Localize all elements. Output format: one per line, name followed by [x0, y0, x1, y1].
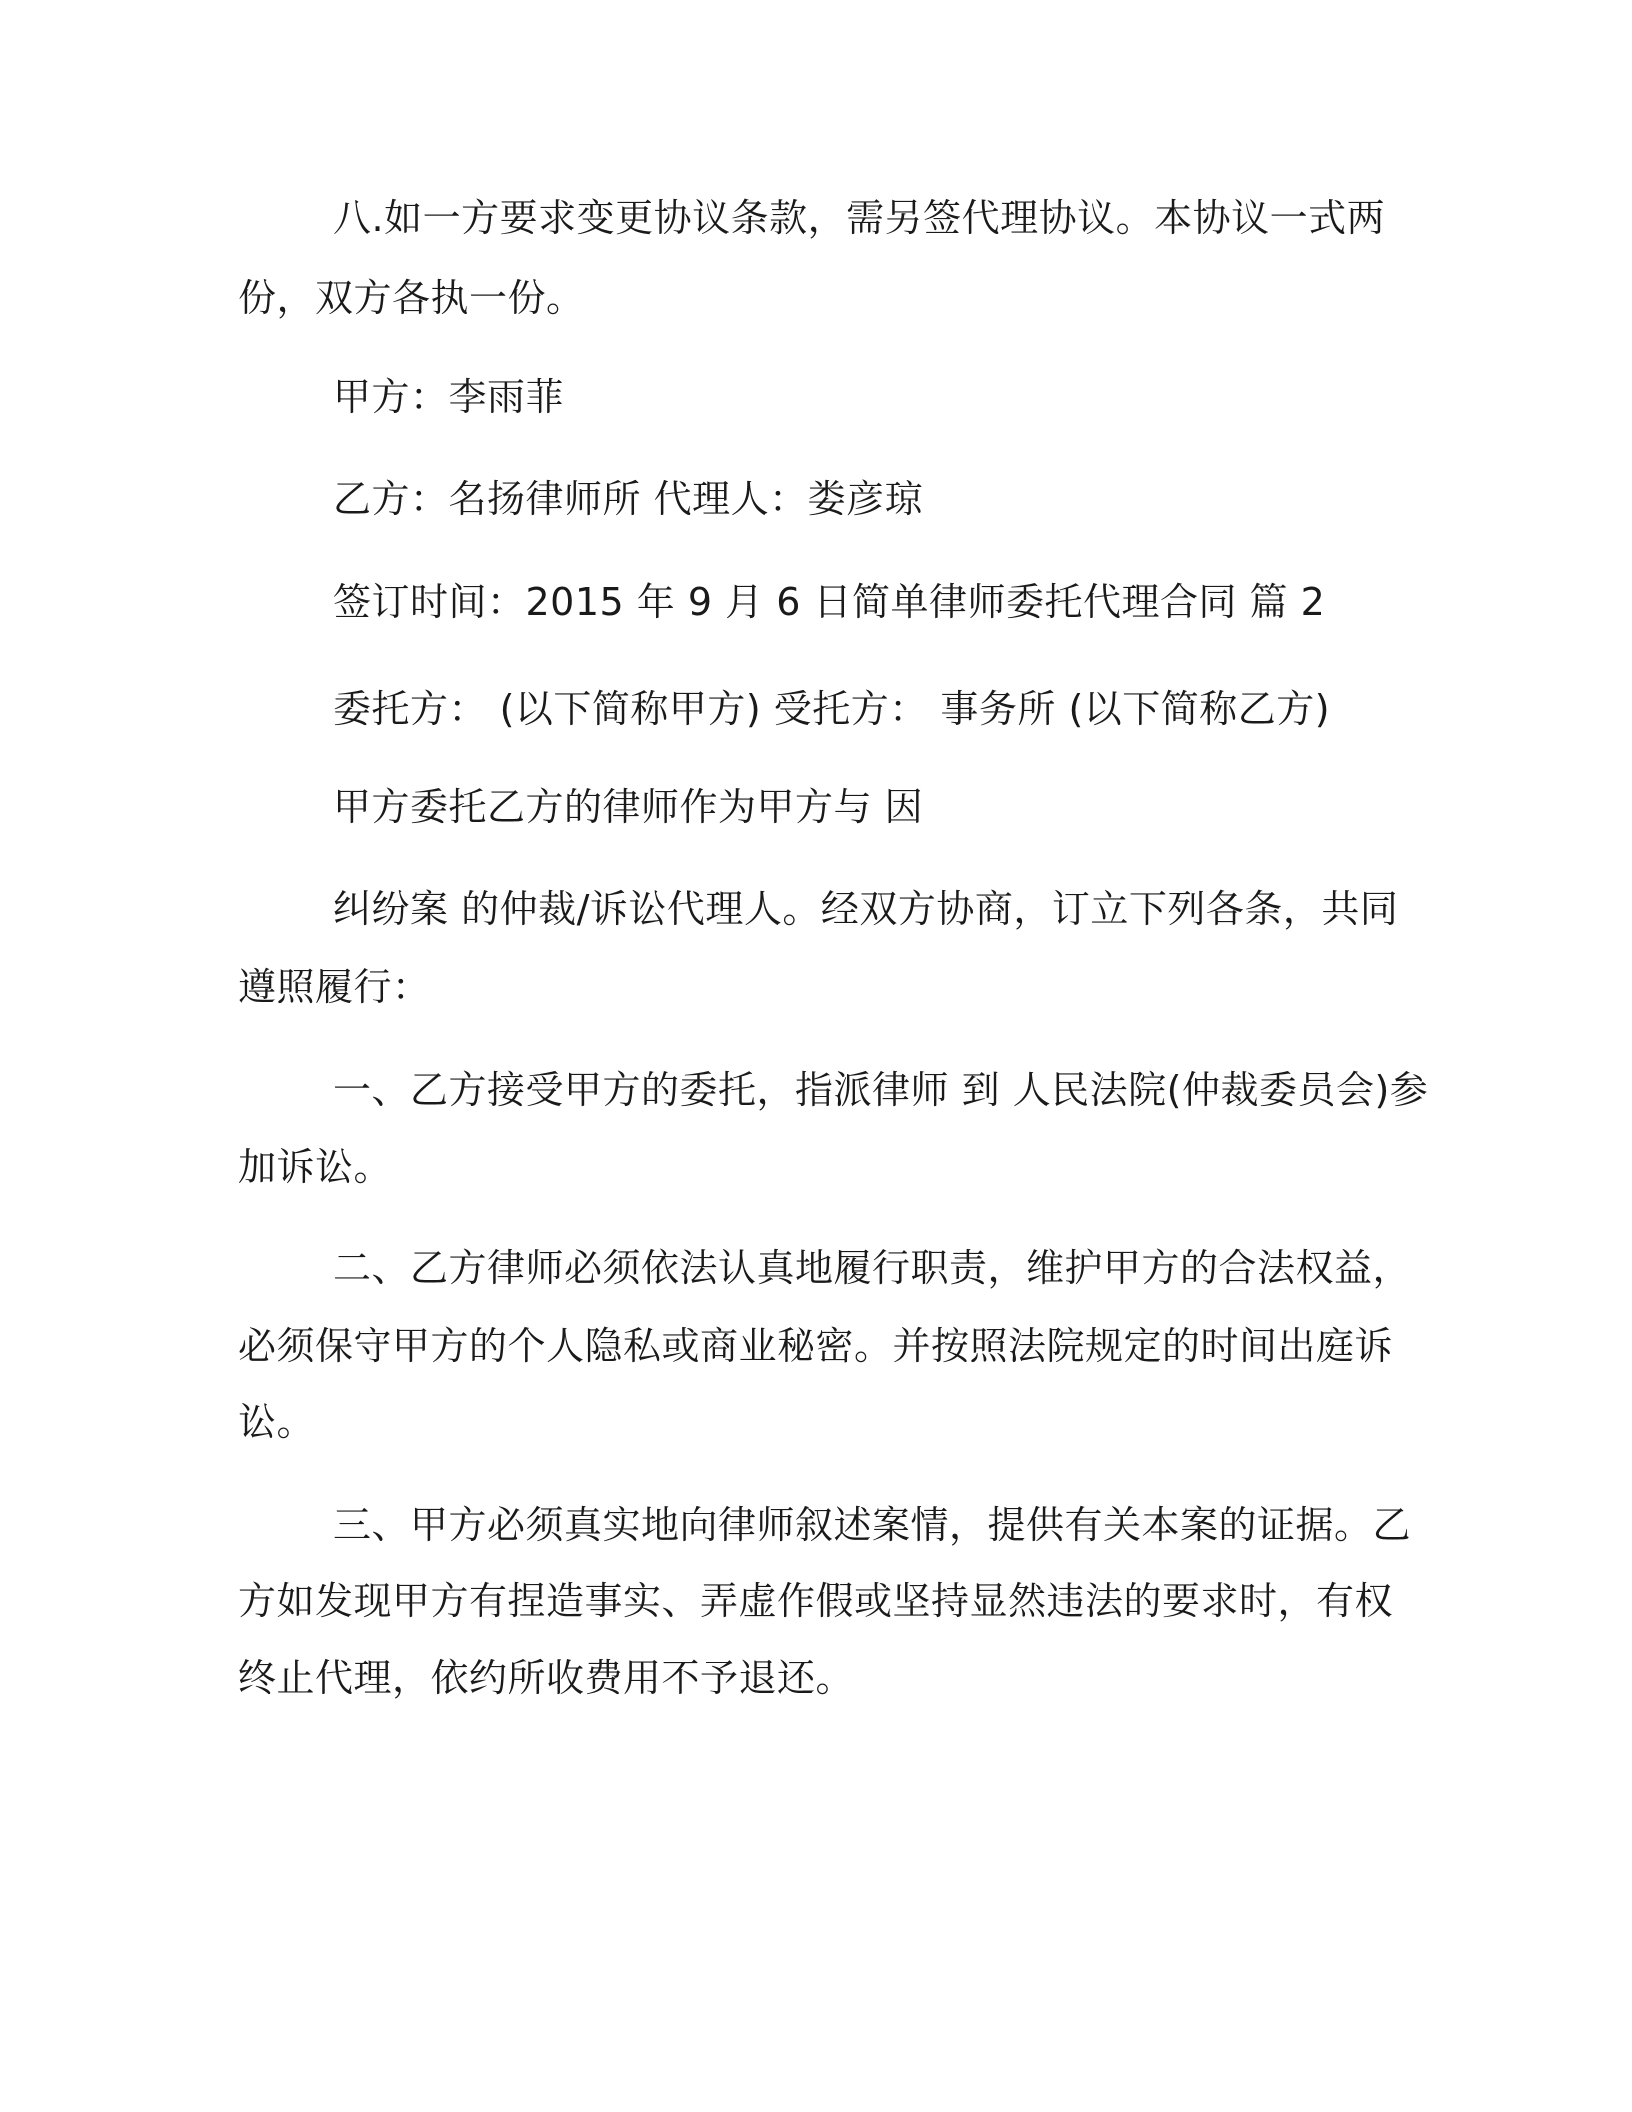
- dispute-case-line-1: 纠纷案 的仲裁/诉讼代理人。经双方协商，订立下列各条，共同: [333, 887, 1399, 931]
- clause-3-line-3: 终止代理，依约所收费用不予退还。: [238, 1656, 855, 1700]
- clause-3-line-1: 三、甲方必须真实地向律师叙述案情，提供有关本案的证据。乙: [333, 1503, 1412, 1547]
- clause-2-line-1: 二、乙方律师必须依法认真地履行职责，维护甲方的合法权益，: [333, 1246, 1412, 1290]
- entrustment-line: 甲方委托乙方的律师作为甲方与 因: [333, 785, 924, 829]
- clause-2-line-2: 必须保守甲方的个人隐私或商业秘密。并按照法院规定的时间出庭诉: [238, 1324, 1394, 1368]
- clause-3-line-2: 方如发现甲方有捏造事实、弄虚作假或坚持显然违法的要求时，有权: [238, 1579, 1394, 1623]
- clause-2-line-3: 讼。: [238, 1400, 316, 1444]
- paragraph-8-line-1: 八.如一方要求变更协议条款，需另签代理协议。本协议一式两: [333, 196, 1386, 240]
- paragraph-8-line-2: 份，双方各执一份。: [238, 276, 585, 320]
- party-b-line: 乙方：名扬律师所 代理人：娄彦琼: [333, 477, 924, 521]
- clause-1-line-2: 加诉讼。: [238, 1145, 393, 1189]
- client-trustee-line: 委托方： (以下简称甲方) 受托方： 事务所 (以下简称乙方): [333, 687, 1331, 731]
- clause-1-line-1: 一、乙方接受甲方的委托，指派律师 到 人民法院(仲裁委员会)参: [333, 1068, 1429, 1112]
- dispute-case-line-2: 遵照履行：: [238, 965, 431, 1009]
- party-a-line: 甲方：李雨菲: [333, 375, 565, 419]
- signing-date-line: 签订时间：2015 年 9 月 6 日简单律师委托代理合同 篇 2: [333, 580, 1326, 624]
